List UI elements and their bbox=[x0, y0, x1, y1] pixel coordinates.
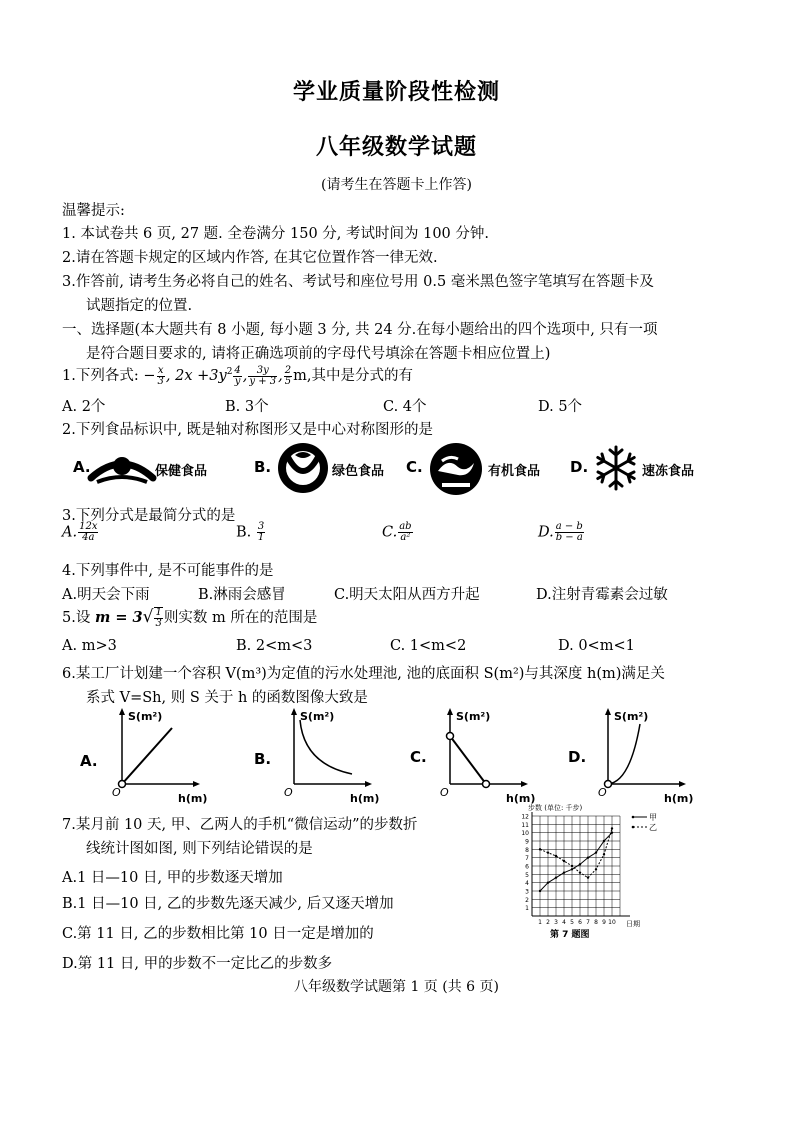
question-6-stem: 6.某工厂计划建一个容积 V(m³)为定值的污水处理池, 池的底面积 S(m²)与其深度 h(m)满足关 bbox=[62, 666, 665, 682]
question-4-stem: 4.下列事件中, 是不可能事件的是 bbox=[62, 563, 274, 579]
y-tick-label: 4 bbox=[525, 880, 529, 888]
y-tick-label: 10 bbox=[521, 830, 529, 838]
q2-label-a: 保健食品 bbox=[155, 464, 208, 479]
q1-option-d: D. 5个 bbox=[538, 399, 583, 415]
svg-text:h(m): h(m) bbox=[506, 792, 536, 805]
q6-letter-b: B. bbox=[254, 750, 272, 768]
q1-option-c: C. 4个 bbox=[383, 399, 427, 415]
data-point bbox=[539, 890, 541, 892]
data-point bbox=[547, 851, 549, 853]
data-point bbox=[587, 876, 589, 878]
chart-x-title: 日期 bbox=[626, 920, 640, 928]
page-title: 学业质量阶段性检测 bbox=[292, 79, 500, 105]
chart-legend bbox=[632, 813, 657, 832]
x-tick-label: 4 bbox=[562, 919, 566, 926]
x-tick-label: 6 bbox=[578, 919, 582, 926]
q7-option-b: B.1 日—10 日, 乙的步数先逐天减少, 后又逐天增加 bbox=[62, 896, 394, 912]
q6-graph-b bbox=[280, 706, 380, 806]
page-footer: 八年级数学试题第 1 页 (共 6 页) bbox=[294, 979, 499, 995]
x-tick-label: 3 bbox=[554, 919, 558, 926]
data-point bbox=[595, 851, 597, 853]
tip-3-cont: 试题指定的位置. bbox=[86, 298, 193, 314]
tip-2: 2.请在答题卡规定的区域内作答, 在其它位置作答一律无效. bbox=[62, 250, 438, 266]
q3-option-d: D. $\frac{a - b}{b - a}$ bbox=[538, 521, 583, 543]
q4-option-a: A.明天会下雨 bbox=[62, 587, 150, 603]
q6-letter-c: C. bbox=[410, 748, 427, 766]
data-point bbox=[571, 868, 573, 870]
answer-note: (请考生在答题卡上作答) bbox=[321, 177, 472, 193]
q4-option-b: B.淋雨会感冒 bbox=[198, 587, 286, 603]
snowflake-icon bbox=[592, 444, 640, 492]
chart-caption: 第 7 题图 bbox=[550, 930, 590, 940]
svg-text:O: O bbox=[112, 786, 121, 799]
question-1-stem: 1.下列各式: − $\frac{x}{3}$ , $2x +3y^2$ $\frac{4}{y}$ , $\frac{3y}{y + 3}$ , $\frac{2}{5}$ m,其中是分式的有 bbox=[62, 364, 413, 387]
q2-label-d: 速冻食品 bbox=[642, 464, 695, 479]
q3-option-a: A. $\frac{12x}{4a}$ bbox=[62, 521, 98, 543]
question-5-stem: 5.设 m = 3√ $\frac{1}{3}$ 则实数 m 所在的范围是 bbox=[62, 607, 318, 629]
y-tick-label: 6 bbox=[525, 863, 529, 871]
svg-text:h(m): h(m) bbox=[350, 792, 380, 805]
q7-option-c: C.第 11 日, 乙的步数相比第 10 日一定是增加的 bbox=[62, 926, 374, 942]
section-heading: 一、选择题(本大题共有 8 小题, 每小题 3 分, 共 24 分.在每小题给出的四个选项中, 只有一项 bbox=[62, 322, 658, 338]
legend-label-yi: 乙 bbox=[649, 823, 657, 832]
y-tick-label: 7 bbox=[525, 855, 529, 863]
y-tick-label: 5 bbox=[525, 871, 529, 879]
q6-graph-a bbox=[108, 706, 208, 806]
svg-text:O: O bbox=[284, 786, 293, 799]
q5-option-b: B. 2<m<3 bbox=[236, 638, 313, 654]
chart-grid bbox=[532, 816, 620, 916]
tips-heading: 温馨提示: bbox=[62, 203, 125, 219]
svg-text:S(m²): S(m²) bbox=[300, 710, 335, 723]
x-tick-label: 9 bbox=[602, 919, 606, 926]
data-point bbox=[603, 840, 605, 842]
y-tick-label: 9 bbox=[525, 838, 529, 846]
q1-frac-4: $\frac{2}{5}$ bbox=[284, 364, 292, 387]
page-subtitle: 八年级数学试题 bbox=[315, 134, 477, 160]
x-tick-label: 7 bbox=[586, 919, 590, 926]
q2-label-c: 有机食品 bbox=[488, 464, 541, 479]
q1-option-a: A. 2个 bbox=[62, 399, 106, 415]
y-tick-label: 8 bbox=[525, 846, 529, 854]
svg-text:S(m²): S(m²) bbox=[128, 710, 163, 723]
question-7-stem: 7.某月前 10 天, 甲、乙两人的手机“微信运动”的步数折 bbox=[62, 817, 418, 833]
q1-frac-3: $\frac{3y}{y + 3}$ bbox=[249, 364, 277, 387]
q1-frac-2: $\frac{4}{y}$ bbox=[234, 364, 241, 387]
x-tick-label: 2 bbox=[546, 919, 550, 926]
q5-option-a: A. m>3 bbox=[62, 638, 117, 654]
tip-3: 3.作答前, 请考生务必将自己的姓名、考试号和座位号用 0.5 毫米黑色签字笔填写在答题卡及 bbox=[62, 274, 654, 290]
series-line-jia bbox=[540, 833, 612, 891]
x-tick-label: 1 bbox=[538, 919, 542, 926]
q2-letter-a: A. bbox=[73, 458, 91, 476]
q7-option-a: A.1 日—10 日, 甲的步数逐天增加 bbox=[62, 870, 283, 886]
x-tick-label: 8 bbox=[594, 919, 598, 926]
y-tick-label: 12 bbox=[521, 813, 529, 821]
q2-label-b: 绿色食品 bbox=[332, 464, 385, 479]
data-point bbox=[587, 856, 589, 858]
q5-option-d: D. 0<m<1 bbox=[558, 638, 635, 654]
series-line-yi bbox=[540, 829, 612, 878]
data-point bbox=[571, 865, 573, 867]
data-point bbox=[611, 831, 613, 833]
data-point bbox=[547, 881, 549, 883]
q6-graph-d bbox=[594, 706, 694, 806]
y-tick-label: 11 bbox=[521, 821, 529, 829]
svg-text:S(m²): S(m²) bbox=[456, 710, 491, 723]
health-food-logo-icon bbox=[87, 444, 157, 490]
question-2-stem: 2.下列食品标识中, 既是轴对称图形又是中心对称图形的是 bbox=[62, 422, 434, 438]
data-point bbox=[563, 860, 565, 862]
svg-text:S(m²): S(m²) bbox=[614, 710, 649, 723]
q4-option-c: C.明天太阳从西方升起 bbox=[334, 587, 480, 603]
data-point bbox=[555, 876, 557, 878]
chart-ticks bbox=[521, 814, 616, 927]
y-tick-label: 3 bbox=[525, 888, 529, 896]
question-6-stem-cont: 系式 V=Sh, 则 S 关于 h 的函数图像大致是 bbox=[86, 690, 368, 706]
tip-1: 1. 本试卷共 6 页, 27 题. 全卷满分 150 分, 考试时间为 100 分钟. bbox=[62, 226, 489, 242]
x-tick-label: 5 bbox=[570, 919, 574, 926]
data-point bbox=[563, 871, 565, 873]
data-point bbox=[539, 848, 541, 850]
q2-letter-d: D. bbox=[570, 458, 589, 476]
svg-text:O: O bbox=[440, 786, 449, 799]
data-point bbox=[555, 855, 557, 857]
svg-text:h(m): h(m) bbox=[664, 792, 694, 805]
y-tick-label: 2 bbox=[525, 896, 529, 904]
q6-letter-a: A. bbox=[80, 752, 98, 770]
data-point bbox=[595, 868, 597, 870]
q3-option-c: C. $\frac{ab}{\text{a²}}$ bbox=[382, 521, 412, 543]
x-tick-label: 10 bbox=[608, 919, 616, 926]
y-tick-label: 1 bbox=[525, 905, 529, 913]
data-point bbox=[579, 871, 581, 873]
data-point bbox=[603, 853, 605, 855]
q7-step-chart bbox=[516, 802, 676, 942]
q6-letter-d: D. bbox=[568, 748, 587, 766]
svg-text:h(m): h(m) bbox=[178, 792, 208, 805]
q3-option-b: B. $\frac{3}{1}$ bbox=[236, 521, 265, 543]
section-heading-cont: 是符合题目要求的, 请将正确选项前的字母代号填涂在答题卡相应位置上) bbox=[86, 346, 551, 362]
q4-option-d: D.注射青霉素会过敏 bbox=[536, 587, 668, 603]
q1-frac-1: $\frac{x}{3}$ bbox=[157, 364, 164, 387]
q2-letter-c: C. bbox=[406, 458, 423, 476]
question-7-stem-cont: 线统计图如图, 则下列结论错误的是 bbox=[86, 841, 313, 857]
q5-option-c: C. 1<m<2 bbox=[390, 638, 467, 654]
q2-letter-b: B. bbox=[254, 458, 272, 476]
organic-food-logo-icon bbox=[428, 441, 484, 497]
data-point bbox=[611, 827, 613, 829]
q7-option-d: D.第 11 日, 甲的步数不一定比乙的步数多 bbox=[62, 956, 333, 972]
q6-graph-c bbox=[436, 706, 536, 806]
legend-label-jia: 甲 bbox=[649, 813, 657, 822]
chart-y-title: 步数 (单位: 千步) bbox=[528, 804, 583, 812]
data-point bbox=[579, 863, 581, 865]
question-3-stem: 3.下列分式是最简分式的是 bbox=[62, 508, 236, 524]
svg-text:O: O bbox=[598, 786, 607, 799]
green-food-logo-icon bbox=[276, 441, 330, 495]
q1-option-b: B. 3个 bbox=[225, 399, 269, 415]
